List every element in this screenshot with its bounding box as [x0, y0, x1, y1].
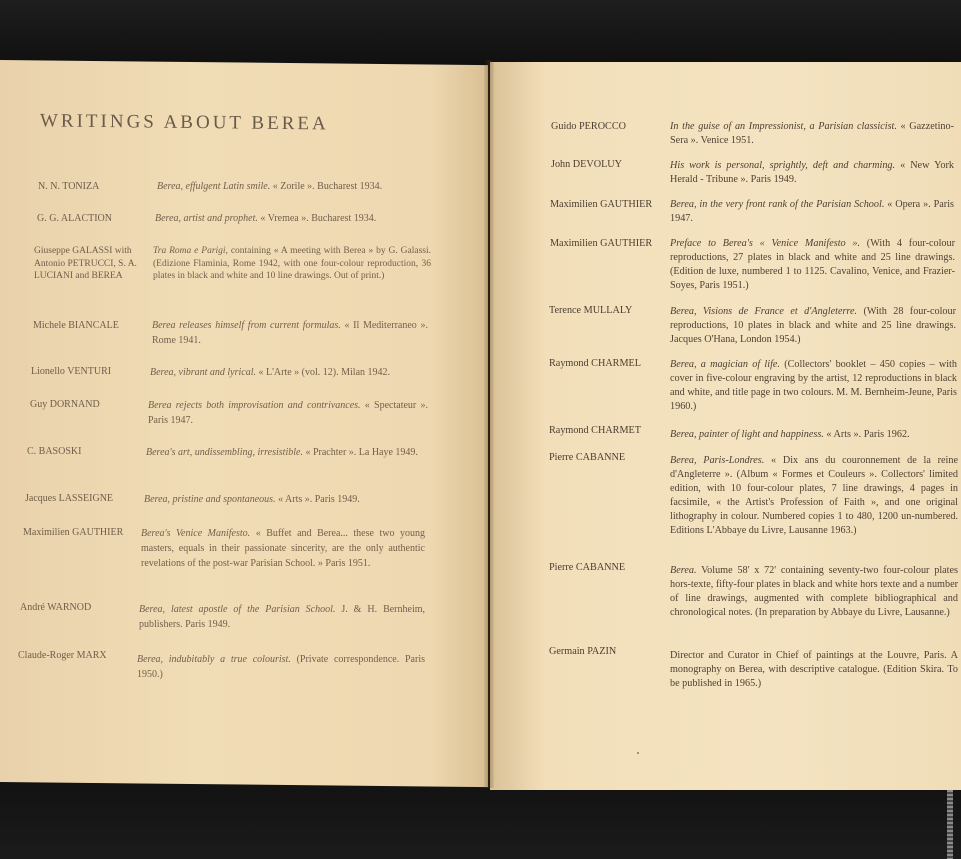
entry-work — [152, 318, 428, 348]
entry-author: Germain PAZIN — [549, 646, 617, 657]
work-title: Berea, in the very front rank of the Parisian School. — [670, 199, 885, 210]
entry-author: Jacques LASSEIGNE — [25, 493, 114, 504]
work-details: « Arts ». Paris 1962. — [823, 429, 910, 440]
work-details: « Prachter ». La Haye 1949. — [302, 447, 418, 458]
entry-work — [670, 159, 954, 187]
work-details: Volume 58' x 72' containing seventy-two four-colour plates hors-texte, fifty-four plates in black and white hors texte and a number of line drawings, augmented with complete bibliographical and chronological notes. (In preparation by Abbaye du Livre, Lausanne.) — [670, 565, 958, 618]
work-details: « L'Arte » (vol. 12). Milan 1942. — [256, 367, 391, 378]
work-details: « Spectateur ». Paris 1947. — [148, 400, 428, 426]
entry-author: C. BASOSKI — [27, 446, 82, 457]
entry-author: N. N. TONIZA — [38, 181, 100, 192]
entry-work — [157, 179, 442, 194]
entry-work — [670, 237, 955, 293]
work-title: Berea releases himself from current formulas. — [152, 320, 341, 331]
entry-author: Claude-Roger MARX — [18, 650, 107, 661]
background-bottom — [0, 780, 961, 859]
work-title: Berea, vibrant and lyrical. — [150, 367, 256, 378]
entry-work — [670, 358, 957, 414]
entry-author: Pierre CABANNE — [549, 452, 626, 463]
work-details: « Vremea ». Bucharest 1934. — [257, 213, 377, 224]
work-details: (Private correspondence. Paris 1950.) — [137, 654, 425, 680]
entry-work — [148, 398, 428, 428]
entry-author: Lionello VENTURI — [31, 366, 112, 377]
entry-author: G. G. ALACTION — [37, 213, 112, 224]
work-details: (Collectors' booklet – 450 copies – with cover in five-colour engraving by the artist, 12 reproductions in black and white, and title page in two colours. M. M. Bernheim-Jeune, Paris 1960.) — [670, 359, 957, 412]
entry-work — [139, 602, 425, 632]
work-title: Berea's art, undissembling, irresistible. — [146, 447, 303, 458]
entry-work — [146, 445, 428, 460]
entry-author: Guido PEROCCO — [551, 121, 627, 132]
entry-work — [670, 305, 956, 347]
entry-author: Raymond CHARMEL — [549, 358, 641, 369]
entry-author: John DEVOLUY — [551, 159, 623, 170]
entry-work — [670, 454, 958, 538]
work-details: « Buffet and Berea... these two young masters, equals in their passionate sincerity, are the only authentic revelations of the post-war Parisian School. » Paris 1951. — [141, 528, 425, 569]
work-title: Berea rejects both improvisation and contrivances. — [148, 400, 361, 411]
work-details: « Gazzetino-Sera ». Venice 1951. — [670, 121, 954, 146]
work-details: « Zorile ». Bucharest 1934. — [270, 181, 383, 192]
entry-work — [153, 245, 431, 283]
entry-work — [144, 492, 428, 507]
entry-work — [670, 198, 954, 226]
work-details: Director and Curator in Chief of paintings at the Louvre, Paris. A monography on Berea, with descriptive catalogue. (Edition Skira. To be published in 1965.) — [670, 650, 958, 689]
entry-author: Michele BIANCALE — [33, 320, 119, 331]
work-title: Berea, latest apostle of the Parisian School. — [139, 604, 336, 615]
work-details: « Arts ». Paris 1949. — [275, 494, 360, 505]
work-title: Berea, Visions de France et d'Angleterre. — [670, 306, 858, 317]
entry-author: Giuseppe GALASSI with Antonio PETRUCCI, S. A. LUCIANI and BEREA — [34, 246, 137, 281]
page-title: WRITINGS ABOUT BEREA — [40, 110, 329, 135]
entry-author: Guy DORNAND — [30, 399, 100, 410]
entry-work — [670, 120, 954, 148]
work-details: (With 4 four-colour reproductions, 27 plates in black and white and 25 line drawings. (Edition de luxe, numbered 1 to 1125. Cavalino, Venice, and Frazier-Soyes, Paris 1951.) — [670, 238, 955, 291]
entry-work — [670, 428, 957, 442]
work-title: Berea, pristine and spontaneous. — [144, 494, 276, 505]
work-title: In the guise of an Impressionist, a Parisian classicist. — [670, 121, 897, 132]
work-title: Berea, a magician of life. — [670, 359, 780, 370]
entry-work — [670, 649, 958, 691]
entry-author: Raymond CHARMET — [549, 425, 641, 436]
work-details: « Dix ans du couronnement de la reine d'Angleterre ». (Album « Formes et Couleurs ». Collectors' limited edition, with 10 four-colour plates, 7 line drawings, 4 pages in facsimile, « the Artist's Profession of Faith », and one original lithography in colour. Numbered copies 1 to 480, 1200 un-numbered. Editions L'Abbaye du Livre, Lausanne 1963.) — [670, 455, 958, 536]
work-title: Berea, effulgent Latin smile. — [157, 181, 271, 192]
book-gutter — [484, 60, 494, 788]
work-title: Berea. — [670, 565, 697, 576]
work-title: His work is personal, sprightly, deft and charming. — [670, 160, 896, 171]
entry-work — [141, 526, 425, 571]
entry-work — [670, 564, 958, 620]
entry-author: Maximilien GAUTHIER — [550, 199, 653, 210]
work-details: « Opera ». Paris 1947. — [670, 199, 954, 224]
entry-author: Pierre CABANNE — [549, 562, 626, 573]
work-title: Berea, Paris-Londres. — [670, 455, 765, 466]
work-title: Berea, painter of light and happiness. — [670, 429, 824, 440]
entry-work — [137, 652, 425, 682]
bookmark-ribbon — [947, 790, 953, 859]
work-details: « Il Mediterraneo ». Rome 1941. — [152, 320, 428, 346]
work-details: (With 28 four-colour reproductions, 10 plates in black and white and 25 line drawings. Jacques O'Hana, London 1954.) — [670, 306, 956, 345]
entry-author: Maximilien GAUTHIER — [550, 238, 653, 249]
entry-author: Terence MULLALY — [549, 305, 633, 316]
work-title: Berea's Venice Manifesto. — [141, 528, 251, 539]
entry-work — [155, 211, 440, 226]
work-title: Berea, artist and prophet. — [155, 213, 258, 224]
entry-work — [150, 365, 430, 380]
work-title: Berea, indubitably a true colourist. — [137, 654, 291, 665]
work-title: Preface to Berea's « Venice Manifesto ». — [670, 238, 861, 249]
page-speck — [637, 752, 639, 754]
work-details: « New York Herald - Tribune ». Paris 1949. — [670, 160, 955, 185]
work-details: J. & H. Bernheim, publishers. Paris 1949. — [139, 604, 425, 630]
work-details: containing « A meeting with Berea » by G. Galassi. (Edizione Flaminia, Rome 1942, with one four-colour reproduction, 36 plates in black and white and 10 line drawings. Out of print.) — [153, 246, 431, 281]
work-title: Tra Roma e Parigi, — [153, 246, 228, 256]
entry-author: André WARNOD — [20, 602, 92, 613]
entry-author: Maximilien GAUTHIER — [23, 527, 124, 538]
background-top — [0, 0, 961, 70]
